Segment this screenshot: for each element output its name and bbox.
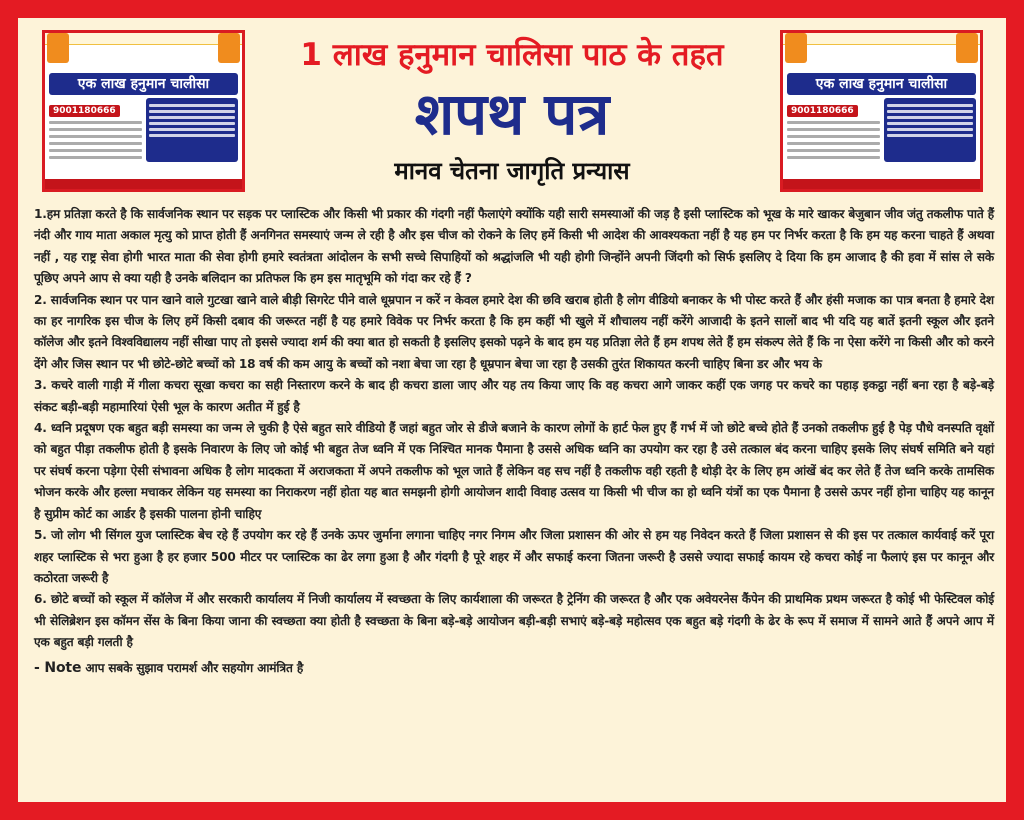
poster-right-column [146, 98, 239, 163]
poster-footer [783, 179, 980, 189]
poster-title: एक लाख हनुमान चालीसा [49, 73, 238, 95]
poster-left-column [49, 98, 142, 163]
poster-image-left [42, 30, 245, 192]
pledge-paragraph-3: 3. कचरे वाली गाड़ी में गीला कचरा सूखा कचरा का सही निस्तारण करने के बाद ही कचरा डाला जाए और यह तय किया जाए कि वह कचरा आगे जाकर कहीं एक जगह पर कचरे का पहाड़ इकट्ठा नहीं बना रहा है बड़े-बड़े संकट बड़ी-बड़ी महामारियां ऐसी भूल के कारण अतीत में हुई है [34, 378, 994, 414]
poster-body [45, 95, 242, 163]
poster-title: एक लाख हनुमान चालीसा [787, 73, 976, 95]
poster-footer [45, 179, 242, 189]
poster-topbar [45, 33, 242, 45]
poster-info-box [884, 98, 977, 162]
poster-topbar [783, 33, 980, 45]
poster-left-column [787, 98, 880, 163]
poster-phone: 9001180666 [787, 105, 858, 117]
pledge-paragraph-2: 2. सार्वजनिक स्थान पर पान खाने वाले गुटखा खाने वाले बीड़ी सिगरेट पीने वाले धूम्रपान न करें न केवल हमारे देश की छवि खराब होती है लोग वीडियो बनाकर के भी पोस्ट करते हैं और हंसी मजाक का पात्र बनता है हमारे देश का हर नागरिक इस चीज के लिए हमें किसी दबाव की जरूरत नहीं है यह हमारे विवेक पर निर्भर करता है कि हम कहीं भी खुले में शौचालय नहीं करेंगे आजादी के इतने सालों बाद भी यदि यह बातें इतनी स्कूल और इतने कॉलेज और इतने विश्वविद्यालय नहीं सीखा पाए तो इससे ज्यादा शर्म की क्या बात हो सकती है इसलिए इसको पढ़ने के बाद हम यह प्रतिज्ञा लेते हैं हम शपथ लेते हैं हम संकल्प लेते हैं कि ना ऐसा करेंगे ना किसी और को करने देंगे और जिस स्थान पर भी छोटे-छोटे बच्चों को 18 वर्ष की कम आयु के बच्चों को नशा बेचा जा रहा है धूम्रपान बेचा जा रहा है उसकी तुरंत शिकायत करनी चाहिए बिना डर और भय के [34, 292, 994, 371]
poster-phone: 9001180666 [49, 105, 120, 117]
document-panel [18, 18, 1006, 802]
organization-name: मानव चेतना जागृति प्रन्यास [394, 157, 630, 185]
poster-intro-text [783, 45, 980, 71]
pledge-paragraph-4: 4. ध्वनि प्रदूषण एक बहुत बड़ी समस्या का जन्म ले चुकी है ऐसे बहुत सारे वीडियो हैं जहां बहुत जोर से डीजे बजाने के कारण लोगों के हार्ट फेल हुए हैं गर्भ में जो छोटे बच्चे होते हैं उनको तकलीफ हुई है पेड़ पौधे वनस्पति वृक्षों को बहुत पीड़ा तकलीफ होती है इसके निवारण के लिए जो कोई भी बहुत तेज ध्वनि में एक निश्चित मानक पैमाना है उससे अधिक ध्वनि का उपयोग कर रहा है उसे तत्काल बंद करना चाहिए इसके लिए संघर्ष समिति बने यहां पर संघर्ष करना पड़ेगा ऐसी संभावना अधिक है लोग मादकता में अराजकता में अपने तकलीफ को भूल जाते हैं लेकिन वह सच नहीं है तकलीफ वही रहती है थोड़ी देर के लिए हम आंखें बंद कर लेते हैं तेज ध्वनि करके तामसिक भोजन करके और हल्ला मचाकर लेकिन यह समस्या का निराकरण नहीं होता यह बात समझनी होगी आयोजन शादी विवाह उत्सव या किसी भी चीज का हो ध्वनि यंत्रों का एक पैमाना है उससे ऊपर नहीं होना चाहिए यह कानून है सुप्रीम कोर्ट का आर्डर है इसकी पालना होनी चाहिए [34, 421, 994, 521]
note [34, 658, 994, 679]
deity-image [785, 33, 807, 63]
pledge-paragraph-1: 1.हम प्रतिज्ञा करते है कि सार्वजनिक स्थान पर सड़क पर प्लास्टिक और किसी भी प्रकार की गंदगी नहीं फैलाएंगे क्योंकि यही सारी समस्याओं की जड़ है इसी प्लास्टिक को भूख के मारे खाकर बेजुबान जीव जंतु तकलीफ पाते हैं नंदी और गाय माता अकाल मृत्यु को प्राप्त होती हैं अनगिनत समस्याएं जन्म ले रही है और इस चीज को रोकने के लिए हमें किसी भी आदेश की आवश्यकता नहीं है यह हम पर निर्भर करता है कि हम यह करना चाहते हैं अथवा नहीं , यह राष्ट्र सेवा होगी भारत माता की सेवा होगी हमारे स्वतंत्रता आंदोलन के सभी सच्चे सिपाहियों को श्रद्धांजलि भी यही होगी जिन्होंने अपनी जिंदगी को सिर्फ इसलिए दे दिया कि हम आजाद है की हवा में सांस ले सके पूछिए अपने आप से क्या यही है उनके बलिदान का प्रतिफल कि हम इस मातृभूमि को गंदा कर रहे हैं ? [34, 207, 994, 286]
poster-body [783, 95, 980, 163]
poster-intro-text [45, 45, 242, 71]
note-text: आप सबके सुझाव परामर्श और सहयोग आमंत्रित है [81, 660, 304, 675]
page-title: शपथ पत्र [414, 80, 610, 148]
deity-image [47, 33, 69, 63]
pledge-paragraph-5: 5. जो लोग भी सिंगल युज प्लास्टिक बेच रहे हैं उपयोग कर रहे हैं उनके ऊपर जुर्माना लगाना चाहिए नगर निगम और जिला प्रशासन की ओर से हम यह निवेदन करते हैं जिला प्रशासन से की इस पर तत्काल कार्यवाई करें पूरा शहर प्लास्टिक से भरा हुआ है हर हजार 500 मीटर पर प्लास्टिक का ढेर लगा हुआ है और गंदगी है पूरे शहर में और सफाई करना जितना जरूरी है उससे ज्यादा सफाई कायम रहे कचरा कोई ना फैलाएं इस पर कानून और कठोरता जरूरी है [34, 528, 994, 585]
note-prefix: - Note [34, 659, 82, 676]
pledge-paragraph-6: 6. छोटे बच्चों को स्कूल में कॉलेज में और सरकारी कार्यालय में निजी कार्यालय में स्वच्छता के लिए कार्यशाला की जरूरत है ट्रेनिंग की जरूरत है और एक अवेयरनेस कैंपेन की प्राथमिक प्रथम जरूरत है कोई भी फेस्टिवल कोई भी सेलिब्रेशन इस कॉमन सेंस के बिना किया जाना की स्वच्छता क्या होती है स्वच्छता के बिना बड़े-बड़े आयोजन बड़ी-बड़ी सभाएं बड़े-बड़े महोत्सव एक बहुत बड़े गंदगी के ढेर के रूप में समाज में सामने आते हैं अपने आप में एक बहुत बड़ी गलती है [34, 592, 994, 650]
deity-image [218, 33, 240, 63]
header-line-1: 1 लाख हनुमान चालिसा पाठ के तहत [300, 37, 724, 73]
poster-image-right [780, 30, 983, 192]
pledge-content [34, 204, 994, 679]
header [18, 18, 1006, 200]
poster-info-box [146, 98, 239, 162]
deity-image [956, 33, 978, 63]
poster-right-column [884, 98, 977, 163]
